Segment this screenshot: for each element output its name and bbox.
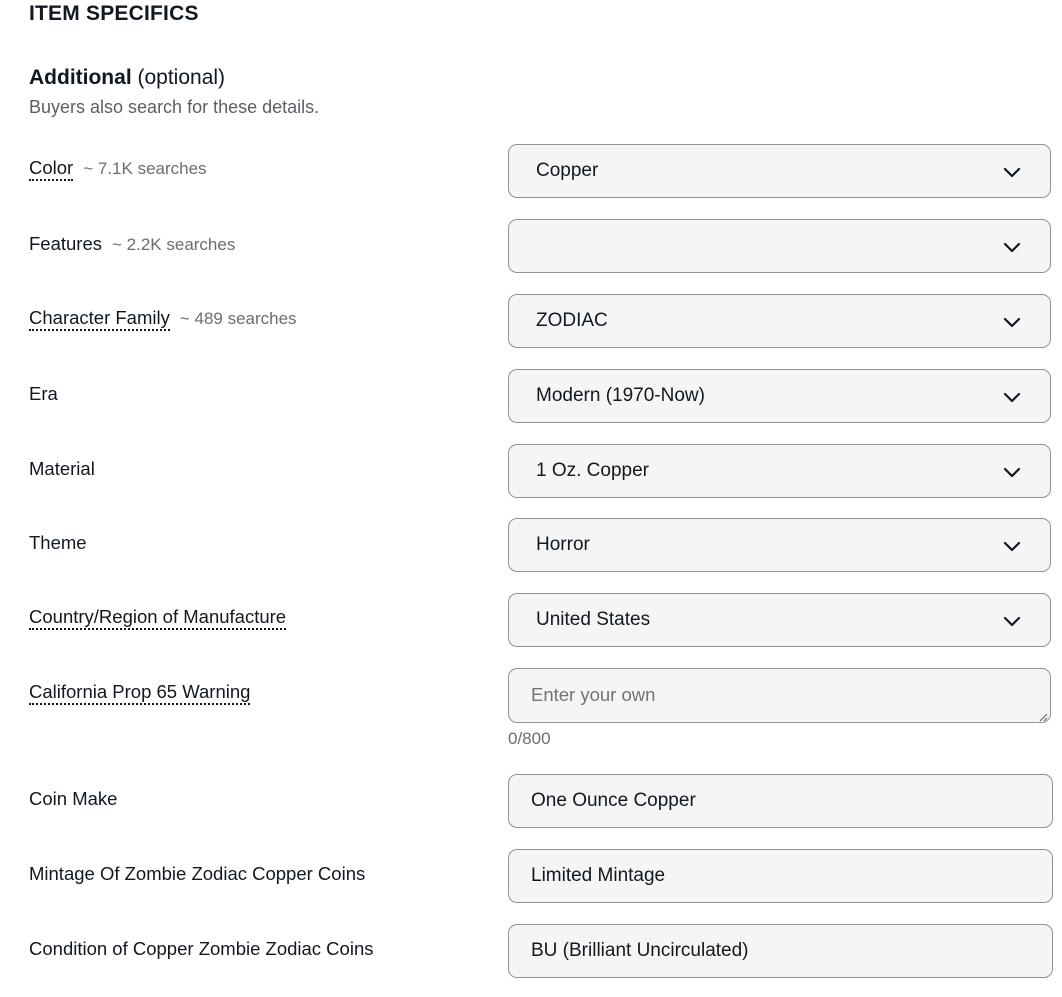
section-title: ITEM SPECIFICS: [29, 2, 199, 25]
chevron-down-icon: [1002, 387, 1022, 407]
chevron-down-icon: [1002, 462, 1022, 482]
features-label: Features: [29, 233, 103, 254]
era-row: [0, 369, 1062, 423]
material-value: 1 Oz. Copper: [536, 460, 649, 481]
prop65-placeholder: Enter your own: [531, 684, 656, 705]
country-region-label[interactable]: Country/Region of Manufacture: [29, 607, 286, 630]
prop65-char-counter: 0/800: [508, 729, 551, 748]
color-search-hint: ~ 7.1K searches: [83, 159, 207, 178]
coin-make-row: [0, 774, 1062, 828]
theme-label: Theme: [29, 532, 87, 553]
character-family-value: ZODIAC: [536, 310, 608, 331]
mintage-row: [0, 849, 1062, 903]
condition-input[interactable]: [508, 924, 1053, 978]
coin-make-input[interactable]: [508, 774, 1053, 828]
character-family-search-hint: ~ 489 searches: [179, 309, 297, 328]
chevron-down-icon: [1002, 611, 1022, 631]
character-family-row: [0, 294, 1062, 348]
additional-heading: [29, 66, 225, 90]
mintage-value: Limited Mintage: [531, 865, 666, 886]
color-select[interactable]: [508, 144, 1051, 198]
mintage-input[interactable]: [508, 849, 1053, 903]
country-region-select[interactable]: [508, 593, 1051, 647]
condition-value: BU (Brilliant Uncirculated): [531, 940, 749, 961]
additional-description: Buyers also search for these details.: [29, 97, 320, 117]
country-region-row: [0, 593, 1062, 647]
theme-value: Horror: [536, 534, 590, 555]
theme-select[interactable]: [508, 518, 1051, 572]
color-label[interactable]: Color: [29, 158, 73, 181]
resize-handle-icon[interactable]: [1037, 709, 1048, 720]
character-family-label[interactable]: Character Family: [29, 308, 170, 331]
condition-label: Condition of Copper Zombie Zodiac Coins: [29, 938, 374, 959]
theme-row: [0, 518, 1062, 572]
coin-make-value: One Ounce Copper: [531, 790, 696, 811]
chevron-down-icon: [1002, 536, 1022, 556]
era-value: Modern (1970-Now): [536, 385, 705, 406]
features-row: [0, 219, 1062, 273]
prop65-row: [0, 668, 1062, 758]
material-label: Material: [29, 458, 95, 479]
color-value: Copper: [536, 160, 599, 181]
chevron-down-icon: [1002, 162, 1022, 182]
coin-make-label: Coin Make: [29, 788, 118, 809]
additional-title: Additional: [29, 66, 132, 89]
prop65-label[interactable]: California Prop 65 Warning: [29, 682, 250, 705]
chevron-down-icon: [1002, 312, 1022, 332]
mintage-label: Mintage Of Zombie Zodiac Copper Coins: [29, 863, 366, 884]
country-region-value: United States: [536, 609, 651, 630]
features-search-hint: ~ 2.2K searches: [112, 235, 236, 254]
optional-tag: (optional): [137, 66, 226, 89]
condition-row: [0, 924, 1062, 978]
character-family-select[interactable]: [508, 294, 1051, 348]
color-row: [0, 144, 1062, 198]
prop65-textarea[interactable]: [508, 668, 1051, 723]
features-select[interactable]: [508, 219, 1051, 273]
era-label: Era: [29, 383, 58, 404]
era-select[interactable]: [508, 369, 1051, 423]
chevron-down-icon: [1002, 237, 1022, 257]
material-row: [0, 444, 1062, 498]
material-select[interactable]: [508, 444, 1051, 498]
